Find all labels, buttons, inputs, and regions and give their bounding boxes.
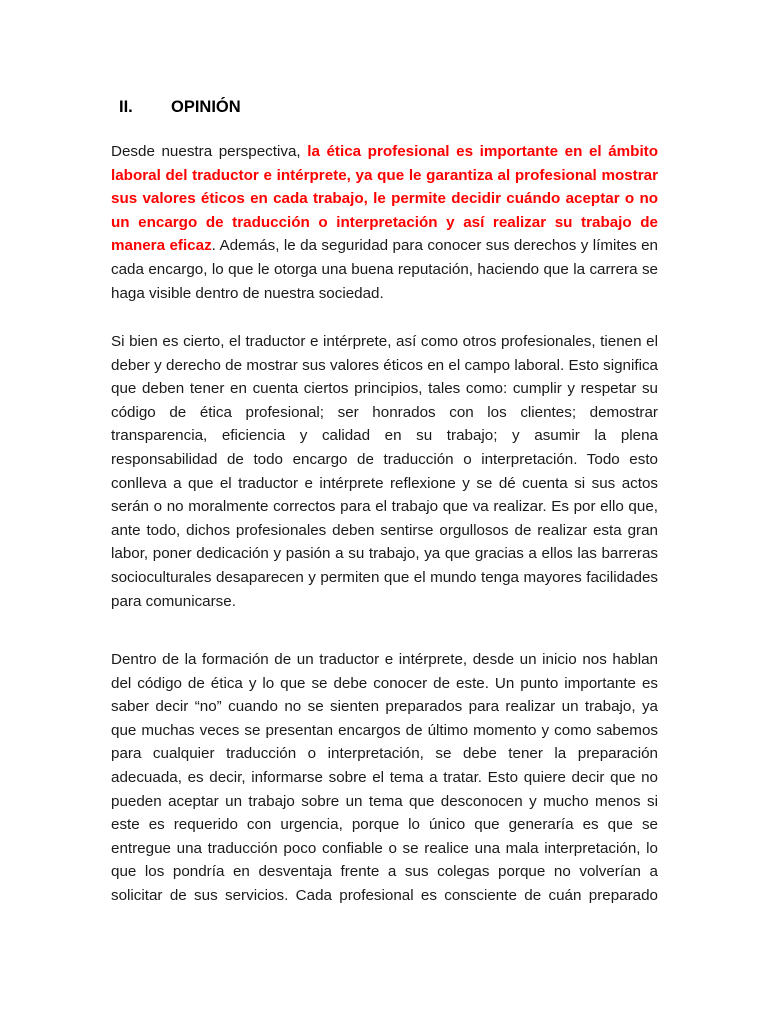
paragraph-3: Dentro de la formación de un traductor e intérprete, desde un inicio nos hablan del código de ética y lo que se debe conocer de este. Un punto importante es saber decir “no” cuando no se sienten preparados para realizar un trabajo, ya que muchas veces se presentan encargos de último momento y como sabemos para cualquier traducción o interpretación, se debe tener la preparación adecuada, es decir, informarse sobre el tema a tratar. Esto quiere decir que no pueden aceptar un trabajo sobre un tema que desconocen y mucho menos si este es requerido con urgencia, porque lo único que generaría es que se entregue una traducción poco confiable o se realice una mala interpretación, lo que los pondría en desventaja frente a sus colegas porque no volverían a solicitar de sus servicios. Cada profesional es consciente de cuán preparado <box>111 651 658 904</box>
paragraph-2: Si bien es cierto, el traductor e intérprete, así como otros profesionales, tienen el deber y derecho de mostrar sus valores éticos en el campo laboral. Esto significa que deben tener en cuenta ciertos principios, tales como: cumplir y respetar su código de ética profesional; ser honrados con los clientes; demostrar transparencia, eficiencia y calidad en su trabajo; y asumir la plena responsabilidad de todo encargo de traducción o interpretación. Todo esto conlleva a que el traductor e intérprete reflexione y se dé cuenta si sus actos serán o no moralmente correctos para el trabajo que va realizar. Es por ello que, ante todo, dichos profesionales deben sentirse orgullosos de realizar esta gran labor, poner dedicación y pasión a su trabajo, ya que gracias a ellos las barreras socioculturales desaparecen y permiten que el mundo tenga mayores facilidades para comunicarse. <box>111 333 658 610</box>
paragraph-1-rest: . Además, le da seguridad para conocer sus derechos y límites en cada encargo, lo que le otorga una buena reputación, haciendo que la carrera se haga visible dentro de nuestra sociedad. <box>111 237 658 302</box>
paragraph-1 <box>111 140 658 305</box>
section-heading <box>119 98 241 117</box>
section-title: OPINIÓN <box>171 98 241 116</box>
paragraph-1-lead: Desde nuestra perspectiva, <box>111 143 308 160</box>
section-number: II. <box>119 98 133 116</box>
paragraph-1-highlight: la ética profesional es importante en el ámbito laboral del traductor e intérprete, ya que le garantiza al profesional mostrar sus valores éticos en cada trabajo, le permite decidir cuándo aceptar o no un encargo de traducción o interpretación y así realizar su trabajo de manera eficaz <box>111 143 659 255</box>
